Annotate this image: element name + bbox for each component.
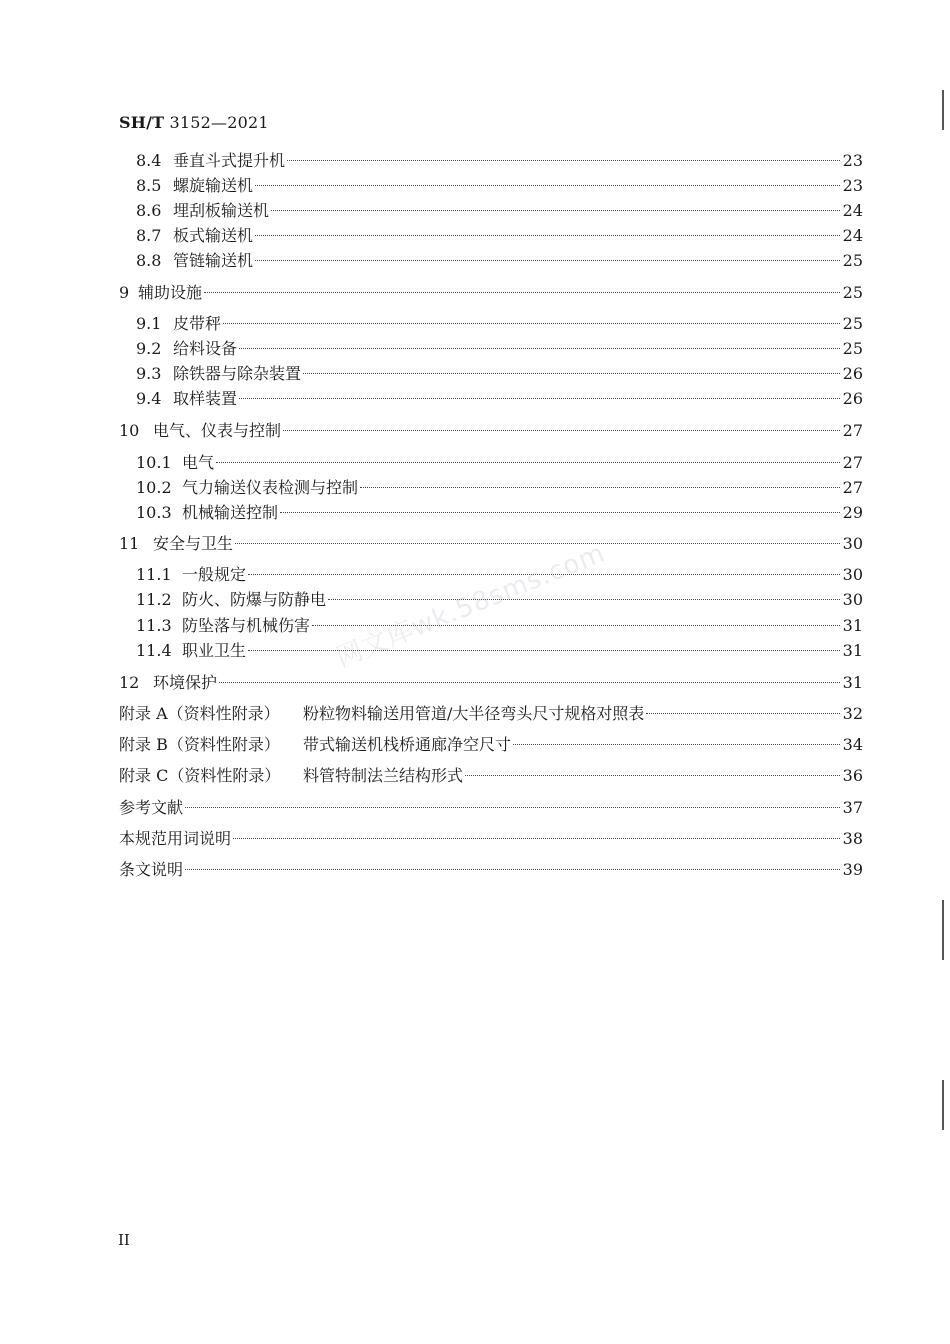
toc-entry-number: 8.5 [136, 176, 162, 195]
toc-entry-page: 26 [842, 389, 863, 408]
toc-entry-title: 本规范用词说明 [119, 829, 232, 848]
toc-leader-dots [204, 292, 840, 293]
toc-entry-title: 带式输送机栈桥通廊净空尺寸 [303, 735, 512, 754]
toc-entry-number: 11 [119, 534, 140, 553]
toc-entry-title: 皮带秤 [173, 314, 222, 333]
toc-entry-title: 给料设备 [173, 339, 238, 358]
toc-entry[interactable] [119, 859, 863, 881]
toc-entry-title: 除铁器与除杂装置 [173, 364, 302, 383]
toc-entry-title: 安全与卫生 [153, 534, 234, 553]
toc-entry[interactable] [119, 828, 863, 850]
toc-entry-title: 条文说明 [119, 860, 184, 879]
toc-leader-dots [255, 235, 840, 236]
toc-leader-dots [216, 462, 840, 463]
standard-number: 3152—2021 [164, 113, 269, 132]
toc-entry-title: 职业卫生 [182, 641, 247, 660]
toc-entry-page: 25 [842, 339, 863, 358]
toc-entry-page: 31 [842, 616, 863, 635]
toc-leader-dots [185, 807, 840, 808]
toc-entry[interactable] [136, 313, 863, 335]
toc-entry-number: 9.4 [136, 389, 162, 408]
toc-entry[interactable] [136, 615, 863, 637]
toc-entry-title: 气力输送仪表检测与控制 [182, 478, 359, 497]
watermark: 网文库wk.58sms.com [332, 538, 610, 674]
toc-entry-page: 25 [842, 251, 863, 270]
scan-edge-mark [942, 900, 944, 960]
toc-entry-page: 27 [842, 453, 863, 472]
toc-leader-dots [239, 348, 840, 349]
toc-leader-dots [239, 398, 840, 399]
toc-entry-page: 24 [842, 226, 863, 245]
toc-leader-dots [328, 599, 840, 600]
toc-entry-title: 参考文献 [119, 798, 184, 817]
toc-entry-number: 11.4 [136, 641, 172, 660]
toc-entry-title: 粉粒物料输送用管道/大半径弯头尺寸规格对照表 [303, 704, 645, 723]
toc-leader-dots [235, 543, 840, 544]
toc-entry-page: 36 [842, 766, 863, 785]
toc-entry[interactable] [136, 452, 863, 474]
toc-entry-number: 8.6 [136, 201, 162, 220]
toc-leader-dots [223, 323, 840, 324]
toc-entry-page: 32 [842, 704, 863, 723]
toc-entry[interactable] [136, 363, 863, 385]
toc-entry-number: 12 [119, 673, 140, 692]
toc-entry[interactable] [119, 533, 863, 555]
toc-entry-page: 34 [842, 735, 863, 754]
toc-leader-dots [287, 160, 840, 161]
toc-entry-number: 10.2 [136, 478, 172, 497]
toc-entry-page: 30 [842, 590, 863, 609]
scan-edge-mark [942, 1080, 944, 1130]
toc-entry-number: 11.1 [136, 565, 172, 584]
toc-entry-page: 26 [842, 364, 863, 383]
toc-entry-number: 11.3 [136, 616, 172, 635]
toc-leader-dots [646, 713, 839, 714]
toc-entry-page: 30 [842, 534, 863, 553]
toc-entry[interactable] [136, 640, 863, 662]
toc-entry-title: 取样装置 [173, 389, 238, 408]
toc-entry-number: 10.1 [136, 453, 172, 472]
scan-edge-mark [942, 90, 944, 130]
toc-entry-page: 23 [842, 151, 863, 170]
toc-entry-title: 垂直斗式提升机 [173, 151, 286, 170]
toc-leader-dots [255, 260, 840, 261]
toc-entry-page: 38 [842, 829, 863, 848]
toc-entry[interactable] [136, 502, 863, 524]
toc-leader-dots [513, 744, 840, 745]
toc-entry-title: 防火、防爆与防静电 [182, 590, 327, 609]
toc-entry-page: 23 [842, 176, 863, 195]
toc-entry-title: 螺旋输送机 [173, 176, 254, 195]
toc-leader-dots [303, 373, 840, 374]
toc-leader-dots [280, 512, 840, 513]
toc-leader-dots [255, 185, 840, 186]
toc-entry-number: 9.1 [136, 314, 162, 333]
toc-entry-page: 30 [842, 565, 863, 584]
toc-entry-title: 防坠落与机械伤害 [182, 616, 311, 635]
toc-entry[interactable] [136, 477, 863, 499]
toc-entry[interactable] [136, 225, 863, 247]
toc-entry-page: 27 [842, 478, 863, 497]
toc-leader-dots [360, 487, 840, 488]
toc-entry-number: 9 [119, 283, 130, 302]
toc-entry-number: 附录 C（资料性附录） [119, 766, 281, 785]
toc-entry-title: 机械输送控制 [182, 503, 279, 522]
toc-entry-page: 29 [842, 503, 863, 522]
toc-entry-number: 8.4 [136, 151, 162, 170]
toc-entry[interactable] [136, 338, 863, 360]
toc-entry-number: 附录 B（资料性附录） [119, 735, 280, 754]
toc-entry-page: 31 [842, 673, 863, 692]
toc-entry[interactable] [119, 420, 863, 442]
toc-entry-title: 环境保护 [153, 673, 218, 692]
toc-entry[interactable] [119, 282, 863, 304]
toc-entry-number: 附录 A（资料性附录） [119, 704, 280, 723]
toc-entry-page: 25 [842, 283, 863, 302]
toc-entry-number: 10.3 [136, 503, 172, 522]
toc-entry-number: 9.2 [136, 339, 162, 358]
toc-entry[interactable] [136, 388, 863, 410]
toc-entry[interactable] [136, 200, 863, 222]
toc-entry[interactable] [136, 250, 863, 272]
toc-entry-page: 24 [842, 201, 863, 220]
toc-entry-number: 8.8 [136, 251, 162, 270]
toc-leader-dots [233, 838, 840, 839]
toc-entry-number: 11.2 [136, 590, 172, 609]
toc-entry-title: 辅助设施 [138, 283, 203, 302]
toc-entry[interactable] [119, 734, 863, 756]
toc-entry-number: 9.3 [136, 364, 162, 383]
page-number: II [118, 1231, 130, 1249]
toc-entry-number: 10 [119, 421, 140, 440]
toc-entry-title: 电气、仪表与控制 [153, 421, 282, 440]
toc-entry[interactable] [119, 797, 863, 819]
toc-entry-title: 料管特制法兰结构形式 [303, 766, 464, 785]
toc-entry-page: 39 [842, 860, 863, 879]
toc-entry-title: 一般规定 [182, 565, 247, 584]
standard-prefix: SH/T [119, 113, 165, 132]
toc-leader-dots [219, 682, 840, 683]
toc-entry-title: 管链输送机 [173, 251, 254, 270]
toc-entry-number: 8.7 [136, 226, 162, 245]
toc-entry-page: 31 [842, 641, 863, 660]
toc-entry-page: 37 [842, 798, 863, 817]
toc-entry[interactable] [119, 672, 863, 694]
toc-entry[interactable] [136, 150, 863, 172]
toc-entry[interactable] [119, 703, 863, 725]
toc-entry-page: 27 [842, 421, 863, 440]
toc-entry-page: 25 [842, 314, 863, 333]
toc-leader-dots [271, 210, 840, 211]
toc-leader-dots [465, 775, 840, 776]
toc-entry-title: 埋刮板输送机 [173, 201, 270, 220]
toc-leader-dots [283, 430, 840, 431]
toc-entry[interactable] [119, 765, 863, 787]
toc-entry-title: 板式输送机 [173, 226, 254, 245]
toc-leader-dots [185, 869, 840, 870]
toc-entry-title: 电气 [182, 453, 215, 472]
toc-entry[interactable] [136, 175, 863, 197]
